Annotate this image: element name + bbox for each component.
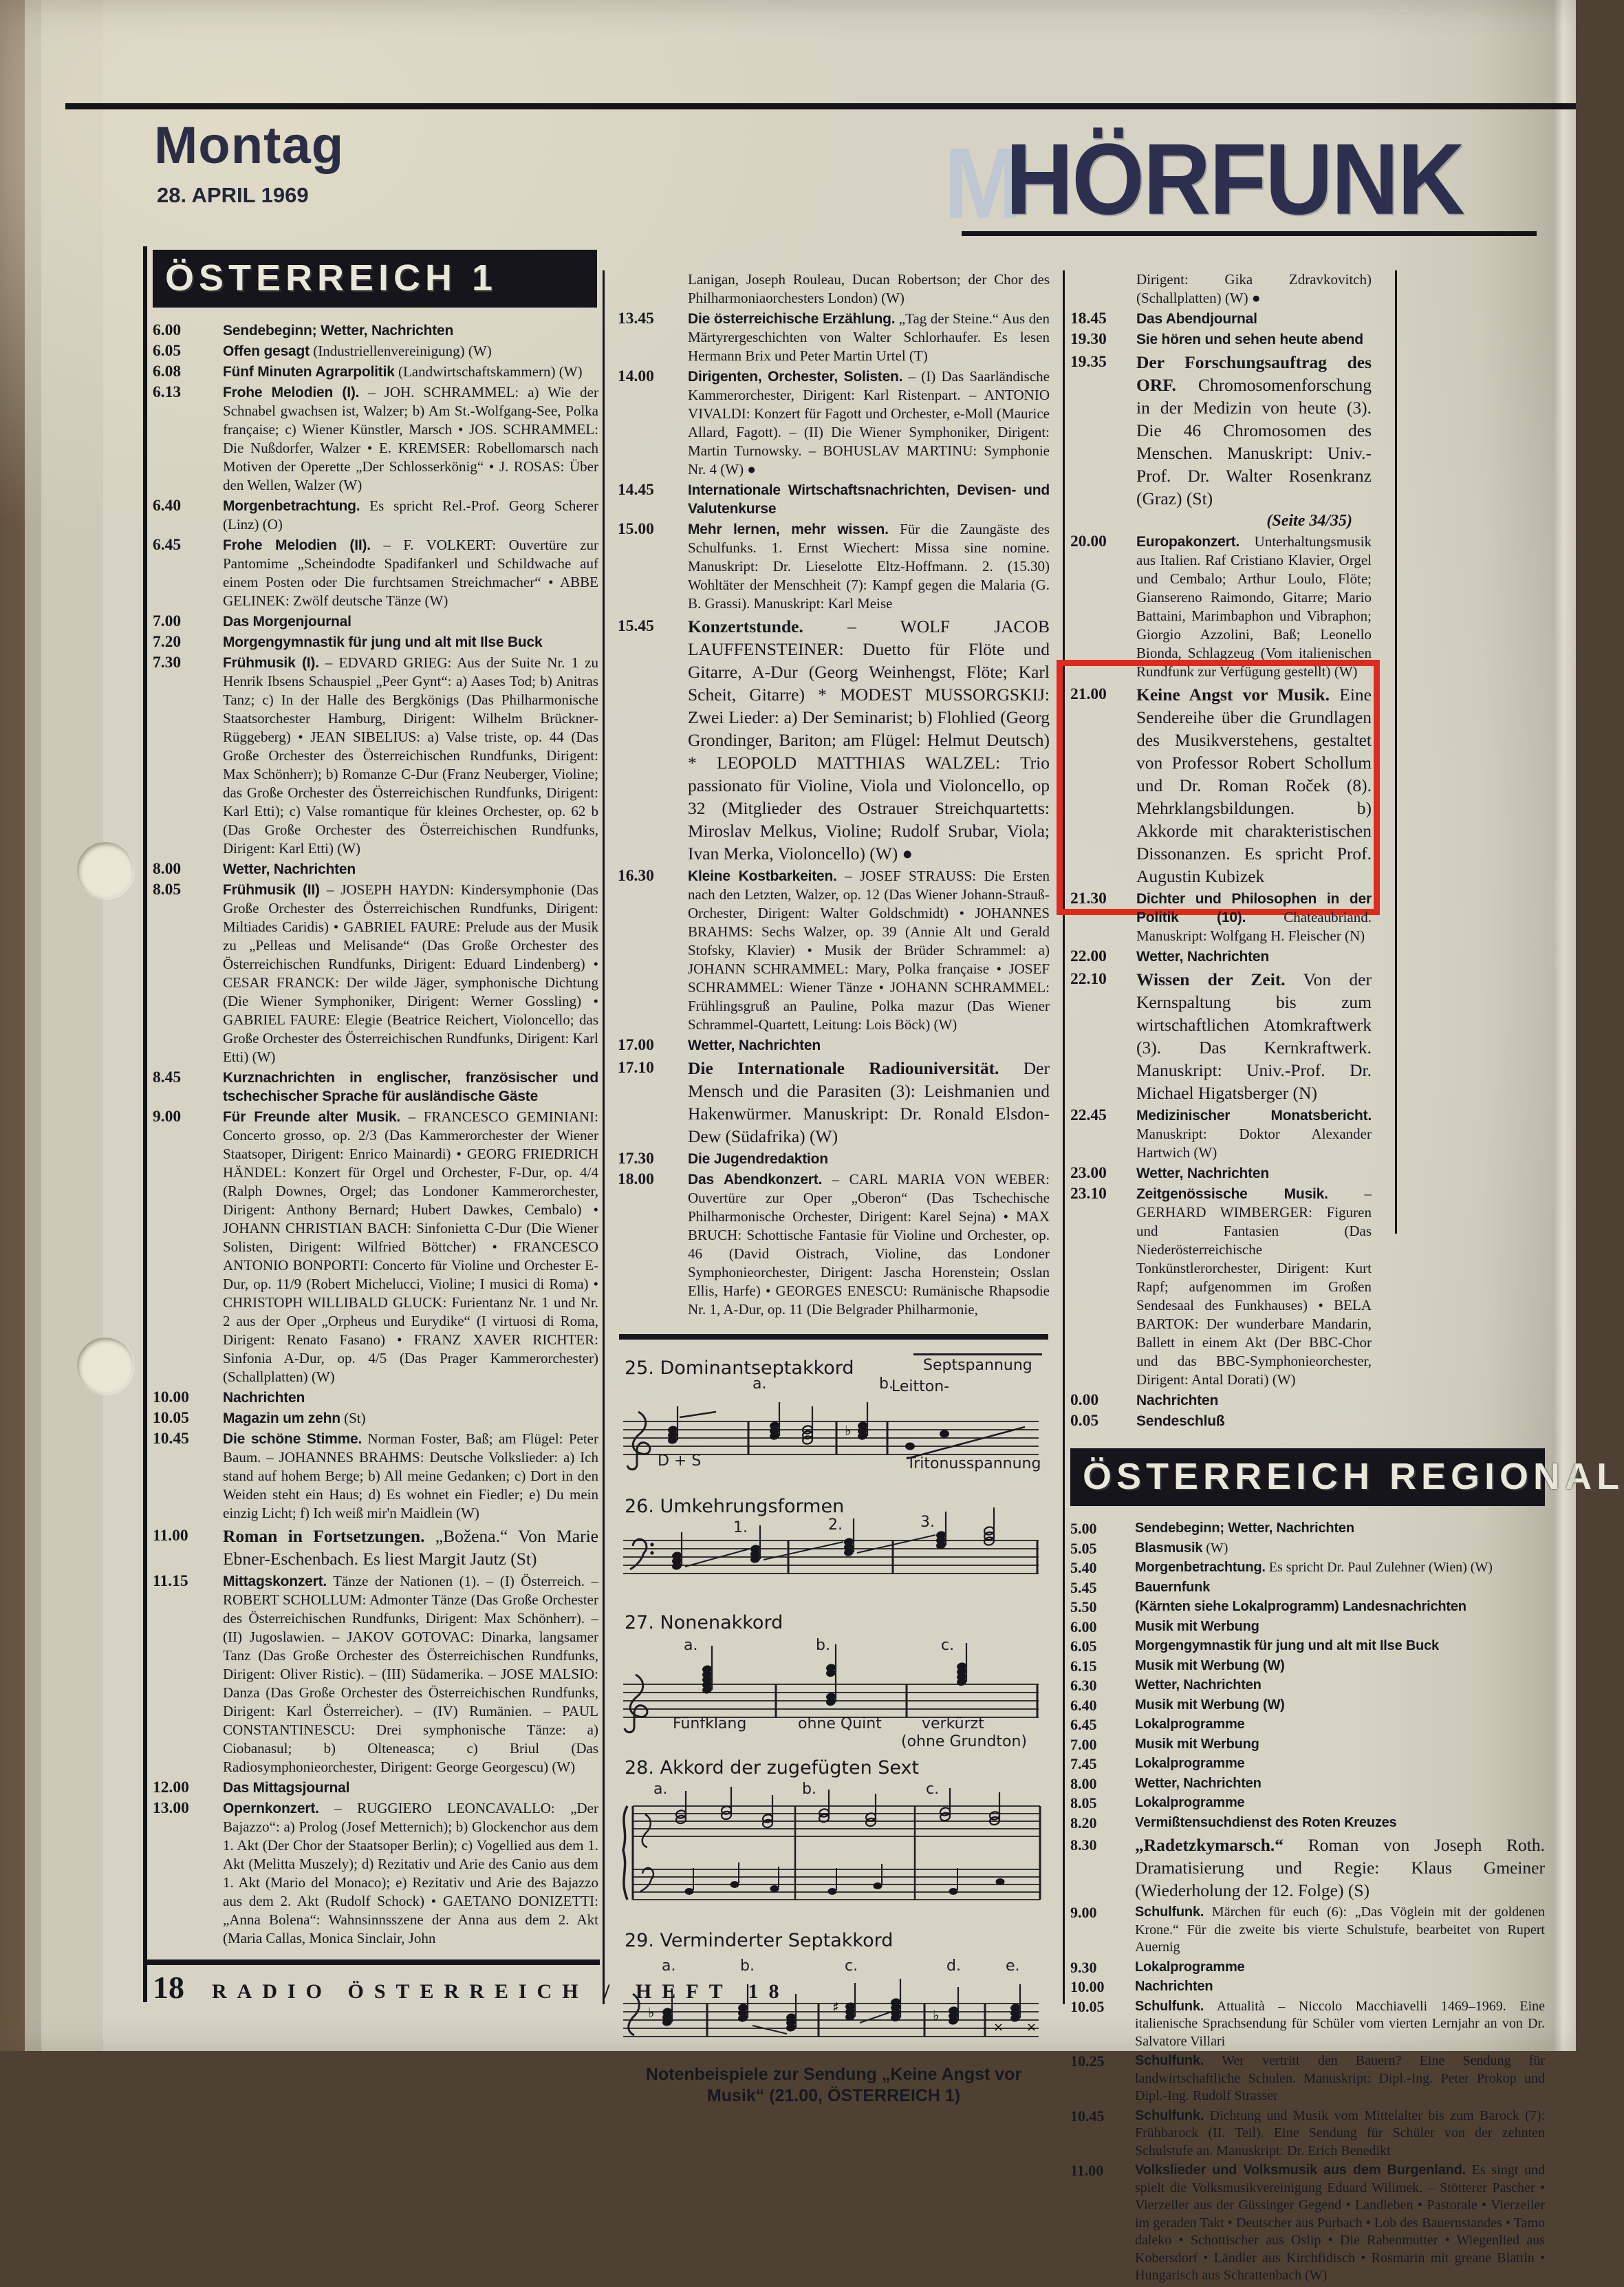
footer-rule	[144, 1959, 600, 1965]
program-text: „Radetzkymarsch.“ Roman von Joseph Roth. Dramatisierung und Regie: Klaus Gmeiner (Wiederholung der 12. Folge) (S)	[1135, 1835, 1545, 1900]
program-entry	[618, 1057, 1050, 1148]
program-time: 6.15	[1070, 1657, 1097, 1675]
program-time: 8.30	[1070, 1836, 1097, 1854]
punch-hole	[77, 1338, 133, 1394]
program-text: Mittagskonzert. Tänze der Nationen (1). – (I) Österreich. – ROBERT SCHOLLUM: Admonter Tänze (Das Große Orchester des Österreichischen Rundfunks, Dirigent: Max Schönherr). – (II) Jugoslawien. – JAKOV GOTOVAC: Dinarka, langsamer Tanz (Das Große Orchester des Österreichischen Rundfunks, Dirigent: Oliver Ristic). – (III) Südamerika. – JOSE MALSIO: Danza (Das Große Orchester des Österreichischen Rundfunks, Dirigent: Karl Österreicher). – (IV) Rumänien. – PAUL CONSTANTINESCU: Drei symphonische Tänze: a) Ciobanasul; b) Olteneasca; c) Briul (Das Radiosymphonieorchester, Dirigent: George Georgescu) (W)	[223, 1573, 598, 1775]
program-entry	[618, 867, 1050, 1034]
figure-28-title: 28. Akkord der zugefügten Sext	[625, 1757, 920, 1779]
label-2: 2.	[828, 1516, 843, 1534]
program-time: 23.00	[1070, 1164, 1107, 1182]
left-margin-rule	[143, 246, 147, 2002]
label-3: 3.	[920, 1514, 935, 1531]
program-list-oe1	[153, 321, 598, 1948]
program-text: Europakonzert. Unterhaltungsmusik aus Italien. Raf Cristiano Klavier, Orgel und Cembalo; Arthur Loulo, Flöte; Giansereno Raimondo, Gitarre; Mario Battaini, Marimbaphon und Vibraphon; Giorgio Azzolini, Baß; Leonello Bionda, Schlagzeug (Vom italienischen Rundfunk zur Verfügung gestellt) (W)	[1136, 533, 1372, 680]
program-time: 7.00	[1070, 1735, 1097, 1753]
notation-figure-26	[618, 1496, 1050, 1594]
label-a: a.	[753, 1375, 767, 1393]
program-entry	[1070, 1978, 1545, 1996]
column-middle	[618, 270, 1050, 2107]
program-entry	[1070, 1834, 1545, 1902]
program-text: Musik mit Werbung	[1135, 1618, 1259, 1634]
program-time: 6.45	[153, 536, 182, 554]
program-text: Schulfunk. Märchen für euch (6): „Das Vöglein mit der goldenen Krone.“ Für die zweite bis vierte Schulstufe, bearbeitet von Rupert Auernig	[1135, 1904, 1545, 1955]
label-1: 1.	[733, 1519, 748, 1536]
label-ohne-grundton: (ohne Grundton)	[901, 1733, 1028, 1750]
program-entry	[153, 383, 598, 495]
program-entry	[153, 1069, 598, 1106]
program-list-middle	[618, 270, 1050, 1319]
program-time: 5.50	[1070, 1598, 1097, 1615]
program-text: Lokalprogramme	[1135, 1795, 1245, 1810]
program-entry	[153, 1799, 598, 1948]
program-entry	[618, 1170, 1050, 1319]
program-text: Vermißtensuchdienst des Roten Kreuzes	[1135, 1814, 1397, 1830]
program-text: Morgenbetrachtung. Es spricht Dr. Paul Zulehner (Wien) (W)	[1135, 1560, 1493, 1575]
label-b: b.	[802, 1781, 816, 1798]
program-text: Das Abendjournal	[1136, 311, 1257, 327]
program-list-evening	[1070, 270, 1545, 1430]
program-entry	[153, 321, 598, 340]
program-time: 6.08	[153, 363, 182, 380]
program-text: Das Abendkonzert. – CARL MARIA VON WEBER: Ouvertüre zur Oper „Oberon“ (Das Tschechische Philharmonische Orchester, Dirigent: Karel Sejna) • MAX BRUCH: Schottische Fantasie für Violine und Orchester, op. 46 (David Oistrach, Violine, das Londoner Symphonieorchester, Dirigent: Jascha Horenstein; Osslan Ellis, Harfe) • GEORGES ENESCU: Rumänische Rhapsodie Nr. 1, A-Dur, op. 11 (Die Belgrader Philharmonie,	[688, 1171, 1050, 1318]
punch-hole	[77, 842, 133, 899]
program-time	[1070, 512, 1136, 530]
program-text: Sendebeginn; Wetter, Nachrichten	[223, 323, 454, 339]
svg-text:×: ×	[1026, 2020, 1037, 2034]
label-b: b.	[879, 1375, 894, 1393]
label-fuenfklang: Fünfklang	[673, 1715, 747, 1732]
program-entry	[153, 363, 598, 381]
program-time: 8.05	[153, 881, 182, 899]
program-time: 6.05	[1070, 1638, 1097, 1655]
program-entry	[153, 1430, 598, 1523]
program-text: Fünf Minuten Agrarpolitik (Landwirtschaftskammern) (W)	[223, 363, 583, 380]
notation-figure-28	[618, 1757, 1050, 1912]
program-text: Lanigan, Joseph Rouleau, Ducan Robertson; der Chor des Philharmoniaorchesters London) (W)	[688, 271, 1050, 306]
program-entry	[153, 1108, 598, 1386]
program-time: 10.45	[1070, 2107, 1105, 2125]
program-entry	[1070, 330, 1372, 349]
program-entry	[1070, 1540, 1545, 1558]
program-text: Mehr lernen, mehr wissen. Für die Zaungäste des Schulfunks. 1. Ernst Wiechert: Missa sine nomine. Manuskript: Dr. Lieselotte Eltz-Hoffmann. 2. (15.30) Wohltäter der Menschheit (7): Kampf gegen die Malaria (G. B. Grassi). Manuskript: Karl Meise	[688, 521, 1050, 612]
program-text: Frohe Melodien (II). – F. VOLKERT: Ouvertüre zur Pantomime „Scheindodte Spadifankerl und Schildwache auf einem Posten oder Die furchtsamen Streichmacher“ • ABBE GELINEK: Zwölf deutsche Tänze (W)	[223, 537, 598, 609]
program-time	[1070, 270, 1136, 308]
program-entry	[618, 270, 1050, 308]
program-entry	[618, 310, 1050, 365]
program-entry	[1070, 2162, 1545, 2285]
program-entry	[153, 1409, 598, 1428]
program-text: Morgenbetrachtung. Es spricht Rel.-Prof. Georg Scherer (Linz) (O)	[223, 497, 598, 533]
program-time: 6.05	[153, 342, 182, 360]
program-text: Wetter, Nachrichten	[1135, 1775, 1262, 1791]
program-text: Dichter und Philosophen in der Politik (10). Chateaubriand. Manuskript: Wolfgang H. Fleischer (N)	[1136, 891, 1372, 944]
program-text: Wissen der Zeit. Von der Kernspaltung bis zum wirtschaftlichen Atomkraftwerk (3). Das Kernkraftwerk. Manuskript: Univ.-Prof. Dr. Michael Higatsberger (N)	[1136, 969, 1372, 1103]
program-text: Die Internationale Radiouniversität. Der Mensch und die Parasiten (3): Leishmanien und Hakenwürmer. Manuskript: Dr. Ronald Elsdon-Dew (Südafrika) (W)	[688, 1058, 1050, 1146]
program-text: Offen gesagt (Industriellenvereinigung) (W)	[223, 343, 492, 359]
program-time: 21.00	[1070, 685, 1107, 703]
program-text: Morgengymnastik für jung und alt mit Ilse Buck	[223, 634, 543, 650]
program-text: Die schöne Stimme. Norman Foster, Baß; am Flügel: Peter Baum. – JOHANNES BRAHMS: Deutsche Volkslieder: a) Ich stand auf hohem Berge; b) All meine Gedanken; c) Dort in den Weiden steht ein Haus; d) Es wohnet ein Fiedler; e) Du mein einzig Licht; f) Ich weiß mir'n Maidlein (W)	[223, 1430, 598, 1521]
label-tritonusspannung: Tritonusspannung	[907, 1455, 1041, 1472]
program-time: 8.05	[1070, 1794, 1097, 1812]
program-text: Zeitgenössische Musik. – GERHARD WIMBERGER: Figuren und Fantasien (Das Niederösterreichische Tonkünstlerorchester, Dirigent: Kurt Rapf; aufgenommen im Großen Sendesaal des Funkhauses) • BELA BARTOK: Der wunderbare Mandarin, Ballett in einem Akt (Der BBC-Chor und das BBC-Symphonieorchester, Dirigent: Antal Dorati) (W)	[1136, 1185, 1372, 1388]
program-entry	[153, 1572, 598, 1776]
label-a: a.	[653, 1781, 668, 1798]
svg-text:♭: ♭	[648, 2004, 655, 2021]
program-text: Medizinischer Monatsbericht. Manuskript: Doktor Alexander Hartwich (W)	[1136, 1108, 1372, 1161]
program-text: Volkslieder und Volksmusik aus dem Burgenland. Es singt und spielt die Volksmusikvereinigung Eduard Wilimek. – Stötterer Pascher • Vierzeiler aus der Güssinger Gegend • Landleben • Pastorale • Vierzeiler im geraden Takt • Deutscher aus Purbach • Lob des Bauernstandes • Tamo daleko • Schottischer aus Oslip • Die Rabenmutter • Wiegenlied aus Kobersdorf • Ländler aus Kirchfidisch • Rosmarin mit greane Blattln • Hungarisch aus Schrattenbach (W)	[1135, 2162, 1545, 2283]
program-entry	[153, 342, 598, 361]
program-text: Lokalprogramme	[1135, 1717, 1245, 1732]
grand-staff-28	[618, 1781, 1044, 1912]
program-entry	[1070, 1677, 1545, 1695]
program-time	[618, 270, 688, 308]
program-time: 11.00	[153, 1527, 188, 1545]
program-time: 17.10	[618, 1059, 654, 1077]
program-entry	[1070, 947, 1372, 966]
program-entry	[1070, 1559, 1545, 1577]
program-text: Wetter, Nachrichten	[1135, 1677, 1262, 1693]
label-c: c.	[926, 1781, 940, 1798]
program-entry	[1070, 1657, 1545, 1675]
top-rule	[65, 103, 1576, 109]
program-time: 18.45	[1070, 310, 1107, 328]
program-text: Frühmusik (II) – JOSEPH HAYDN: Kindersymphonie (Das Große Orchester des Österreichischen Rundfunks, Dirigent: Miltiades Caridis) • GABRIEL FAURE: Prelude aus der Musik zu „Pelleas und Melisande“ (Das Große Orchester des Österreichischen Rundfunks, Dirigent: Eduard Lindenberg) • CESAR FRANCK: Der wilde Jäger, symphonische Dichtung (Die Wiener Symphoniker, Dirigent: Werner Gossling) • GABRIEL FAURE: Elegie (Beatrice Reichert, Violoncello; das Große Orchester des Österreichischen Rundfunks, Dirigent: Karl Etti) (W)	[223, 881, 598, 1065]
program-time: 10.25	[1070, 2052, 1105, 2070]
program-time: 8.45	[153, 1069, 182, 1086]
program-time: 5.45	[1070, 1578, 1097, 1596]
program-time: 6.00	[1070, 1618, 1097, 1635]
program-entry	[153, 1388, 598, 1407]
program-time: 6.45	[1070, 1716, 1097, 1733]
program-entry	[1070, 1520, 1545, 1538]
program-time: 22.10	[1070, 970, 1107, 988]
program-text: Kleine Kostbarkeiten. – JOSEF STRAUSS: Die Ersten nach den Letzten, Walzer, op. 12 (Das Wiener Johann-Strauß-Orchester, Dirigent: Walter Goldschmidt) • JOHANNES BRAHMS: Sechs Walzer, op. 39 (Annie Alt und Gerald Stofsky, Klavier) • Musik der Brüder Schrammel: a) JOHANN SCHRAMMEL: Mary, Polka française • JOSEF SCHRAMMEL: Wiener Tänze • JOHANN SCHRAMMEL: Frühlingsgruß an Pauline, Polka mazur (Das Wiener Schrammel-Quartett, Leitung: Lois Böck) (W)	[688, 868, 1050, 1033]
program-text: Lokalprogramme	[1135, 1756, 1245, 1771]
program-text: Das Mittagsjournal	[223, 1780, 350, 1796]
program-entry	[1070, 1185, 1372, 1389]
program-time: 10.05	[1070, 1997, 1105, 2015]
program-entry	[153, 536, 598, 610]
program-time: 6.30	[1070, 1677, 1097, 1694]
program-time: 12.00	[153, 1779, 189, 1796]
program-text: Bauernfunk	[1135, 1579, 1211, 1595]
figure-26-title: 26. Umkehrungsformen	[625, 1496, 845, 1517]
program-entry	[153, 1779, 598, 1797]
program-entry	[1070, 533, 1372, 681]
program-entry	[618, 481, 1050, 518]
program-text: Nachrichten	[1136, 1393, 1219, 1408]
program-time: 7.20	[153, 633, 182, 651]
program-text: Schulfunk. Attualità – Niccolo Macchiavelli 1469–1969. Eine italienische Sprachsendung für Schüler vom vierten Lernjahr an von Dr. Salvatore Villari	[1135, 1998, 1545, 2049]
program-text: Die österreichische Erzählung. „Tag der Steine.“ Aus den Märtyrergeschichten von Walter Schlorhaufer. Es lesen Hermann Brix und Peter Martin Urtel (T)	[688, 310, 1050, 364]
program-time: 10.00	[153, 1388, 189, 1406]
program-time: 8.20	[1070, 1814, 1097, 1832]
program-time: 7.45	[1070, 1755, 1097, 1772]
label-a: a.	[684, 1637, 698, 1654]
program-entry	[153, 1525, 598, 1570]
program-text: Frohe Melodien (I). – JOH. SCHRAMMEL: a) Wie der Schnabel gwachsen ist, Walzer; b) Am St.-Wolfgang-See, Polka française; c) Wiener Künstler, Marsch • JOS. SCHRAMMEL: Die Nußdorfer, Walzer • E. KREMSER: Robellomarsch nach Motiven der Operette „Der Schlosserkönig“ • J. ROSAS: Über den Wellen, Walzer (W)	[223, 384, 598, 493]
program-text: Wetter, Nachrichten	[688, 1038, 821, 1053]
label-d-plus-s: D + S	[658, 1452, 702, 1470]
day-title: Montag	[154, 116, 345, 175]
program-time: 15.45	[618, 617, 654, 635]
program-time: 7.30	[153, 654, 182, 672]
program-text: Der Forschungsauftrag des ORF. Chromosomenforschung in der Medizin von heute (3). Die 46 Chromosomen des Menschen. Manuskript: Univ.-Prof. Dr. Walter Rosenkranz (Graz) (St)	[1136, 352, 1372, 508]
column-right	[1070, 270, 1624, 2287]
program-entry	[1070, 512, 1372, 530]
program-entry	[153, 612, 598, 631]
label-b: b.	[740, 1957, 755, 1975]
label-e: e.	[1006, 1957, 1020, 1975]
program-text: Musik mit Werbung (W)	[1135, 1657, 1285, 1673]
program-entry	[1070, 1794, 1545, 1812]
program-time: 5.05	[1070, 1539, 1097, 1557]
program-entry	[1070, 890, 1372, 945]
program-entry	[153, 497, 598, 534]
program-entry	[1070, 1579, 1545, 1597]
program-text: Wetter, Nachrichten	[223, 861, 356, 877]
program-text: Opernkonzert. – RUGGIERO LEONCAVALLO: „Der Bajazzo“: a) Prolog (Josef Metternich); b) Glockenchor aus dem 1. Akt (Der Chor der Staatsoper Berlin); c) Vogellied aus dem 1. Akt (Melitta Muszely); d) Rezitativ und Arie des Canio aus dem 1. Akt (Mario del Monaco); e) Rezitativ und Arie des Bajazzo aus dem 2. Akt (Rudolf Schock) • GAETANO DONIZETTI: „Anna Bolena“: Wahnsinnsszene der Anna aus dem 2. Akt (Maria Callas, Monica Sinclair, John	[223, 1800, 598, 1946]
label-a: a.	[662, 1957, 676, 1975]
program-time: 10.05	[153, 1409, 189, 1427]
program-text: Sendebeginn; Wetter, Nachrichten	[1135, 1521, 1354, 1536]
program-time: 14.45	[618, 481, 654, 499]
program-entry	[1070, 1755, 1545, 1773]
program-time: 11.15	[153, 1572, 188, 1590]
program-entry	[153, 860, 598, 879]
program-text: Magazin um zehn (St)	[223, 1410, 366, 1426]
program-entry	[618, 367, 1050, 479]
section-header-regional	[1070, 1448, 1624, 1506]
program-entry	[1070, 351, 1372, 510]
column-divider-2-3	[1063, 270, 1065, 2004]
page-footer	[153, 1969, 790, 2006]
program-text: Musik mit Werbung (W)	[1135, 1697, 1285, 1712]
program-entry	[1070, 2107, 1545, 2160]
label-b: b.	[816, 1637, 830, 1654]
column-divider-1-2	[603, 270, 605, 2004]
notation-figure-25	[618, 1357, 1050, 1478]
program-text: Morgengymnastik für jung und alt mit Ilse Buck	[1135, 1638, 1439, 1653]
program-entry	[1070, 1716, 1545, 1734]
program-entry	[618, 615, 1050, 865]
date-label: 28. APRIL 1969	[157, 183, 309, 207]
program-text: Frühmusik (I). – EDVARD GRIEG: Aus der Suite Nr. 1 zu Henrik Ibsens Schauspiel „Peer Gynt“: a) Aases Tod; b) Anitras Tanz; c) In der Halle des Bergkönigs (Das Philharmonische Staatsorchester Hamburg, Dirigent: Wilhelm Brückner-Rüggeberg) • JEAN SIBELIUS: a) Valse triste, op. 44 (Das Große Orchester des Österreichischen Rundfunks, Dirigent: Max Schönherr); b) Romanze C-Dur (Franz Neuberger, Violine; das Große Orchester des Österreichischen Rundfunks, Dirigent: Karl Etti); c) Valse romantique für kleines Orchester, op. 62 b (Das Große Orchester des Österreichischen Rundfunks, Dirigent: Karl Etti) (W)	[223, 654, 598, 857]
program-time: 7.00	[153, 612, 182, 630]
page-number: 18	[153, 1970, 184, 2005]
footer-text: RADIO ÖSTERREICH / HEFT 18	[212, 1980, 790, 2003]
program-time: 23.10	[1070, 1185, 1107, 1203]
program-time: 18.00	[618, 1170, 654, 1188]
label-ohne-quint: ohne Quint	[798, 1715, 882, 1732]
program-text: Für Freunde alter Musik. – FRANCESCO GEMINIANI: Concerto grosso, op. 2/3 (Das Kammerorchester der Wiener Staatsoper, Dirigent: Enrico Mainardi) • GEORG FRIEDRICH HÄNDEL: Konzert für Orgel und Orchester, F-Dur, op. 4/4 (Ralph Downes, Orgel; das Londoner Kammerorchester, Dirigent: Anthony Bernard; Hubert Dawkes, Cembalo) • JOHANN CHRISTIAN BACH: Sinfonietta C-Dur (Die Wiener Solisten, Dirigent: Wilfried Böttcher) • FRANCESCO ANTONIO BONPORTI: Concerto für Violine und Orchester E-Dur, op. 11/9 (Robert Michelucci, Violine; I musici di Roma) • CHRISTOPH WILLIBALD GLUCK: Furientanz Nr. 1 und Nr. 2 aus der Oper „Orpheus und Eurydike“ (I virtuosi di Roma, Dirigent: Renato Fasano) • FRANZ XAVER RICHTER: Sinfonia A-Dur, op. 4/5 (Das Prager Kammerorchester) (Schallplatten) (W)	[223, 1108, 598, 1385]
program-text: Sie hören und sehen heute abend	[1136, 332, 1363, 347]
svg-text:♭: ♭	[845, 1422, 852, 1439]
program-text: Blasmusik (W)	[1135, 1540, 1228, 1556]
program-time: 9.00	[153, 1108, 182, 1126]
program-time: 20.00	[1070, 533, 1107, 550]
program-entry	[1070, 683, 1372, 888]
program-entry	[1070, 1959, 1545, 1977]
program-time: 6.00	[153, 321, 182, 339]
label-c: c.	[845, 1957, 858, 1975]
program-time: 13.00	[153, 1799, 189, 1817]
program-text: Kurznachrichten in englischer, französischer und tschechischer Sprache für ausländische Gäste	[223, 1070, 598, 1104]
program-time: 22.45	[1070, 1106, 1107, 1124]
program-entry	[1070, 1391, 1372, 1410]
program-time: 10.00	[1070, 1978, 1105, 1995]
program-text: Lokalprogramme	[1135, 1959, 1245, 1975]
label-d: d.	[946, 1957, 961, 1975]
program-entry	[1070, 1697, 1545, 1715]
program-entry	[1070, 1618, 1545, 1636]
program-time: 13.45	[618, 310, 654, 328]
program-entry	[618, 520, 1050, 613]
program-entry	[1070, 310, 1372, 328]
program-time: 5.40	[1070, 1559, 1097, 1576]
program-entry	[1070, 1598, 1545, 1616]
program-time: 15.00	[618, 520, 654, 538]
program-text: Die Jugendredaktion	[688, 1151, 828, 1167]
program-time: 5.00	[1070, 1520, 1097, 1537]
music-section-rule	[619, 1334, 1048, 1340]
program-time: 14.00	[618, 367, 654, 385]
program-text: Sendeschluß	[1136, 1413, 1225, 1429]
program-text: Nachrichten	[223, 1390, 305, 1406]
program-text: Wetter, Nachrichten	[1136, 1166, 1270, 1181]
page-title: HÖRFUNK	[1006, 122, 1464, 236]
program-entry	[618, 1150, 1050, 1168]
program-text: Internationale Wirtschaftsnachrichten, Devisen- und Valutenkurse	[688, 482, 1050, 517]
label-leitton: Leitton-	[891, 1378, 950, 1395]
svg-text:×: ×	[993, 2020, 1004, 2034]
program-text: Musik mit Werbung	[1135, 1736, 1259, 1752]
program-entry	[153, 633, 598, 652]
program-entry	[1070, 1736, 1545, 1754]
program-time: 11.00	[1070, 2162, 1104, 2179]
notation-caption: Notenbeispiele zur Sendung „Keine Angst vor Musik“ (21.00, ÖSTERREICH 1)	[645, 2065, 1022, 2105]
program-text: (Seite 34/35)	[1266, 512, 1352, 530]
svg-text:♭: ♭	[933, 2007, 940, 2023]
program-entry	[618, 1036, 1050, 1055]
program-time: 0.05	[1070, 1412, 1099, 1430]
section-header-oesterreich1	[153, 250, 597, 308]
figure-29-title: 29. Verminderter Septakkord	[625, 1930, 894, 1951]
program-time: 9.00	[1070, 1904, 1097, 1921]
program-entry	[1070, 1638, 1545, 1655]
program-time: 16.30	[618, 867, 654, 885]
label-verkuerzt: verkürzt	[922, 1715, 984, 1732]
program-entry	[1070, 1814, 1545, 1832]
program-time: 9.30	[1070, 1958, 1097, 1976]
figure-27-title: 27. Nonenakkord	[625, 1612, 783, 1633]
program-entry	[1070, 1775, 1545, 1793]
section-title: ÖSTERREICH REGIONAL	[1083, 1456, 1624, 1497]
label-septspannung: Septspannung	[913, 1353, 1042, 1374]
program-text: Konzertstunde. – WOLF JACOB LAUFFENSTEINER: Duetto für Flöte und Gitarre, A-Dur (Georg Weinhengst, Flöte; Karl Scheit, Gitarre) * MODEST MUSSORGSKIJ: Zwei Lieder: a) Der Seminarist; b) Flohlied (Georg Grondinger, Bariton; am Flügel: Helmut Deutsch) * LEOPOLD MATTHIAS WALZEL: Trio passionato für Violine, Viola und Violoncello, op 32 (Mitglieder des Ostrauer Streichquartetts: Miroslav Melkus, Violine; Rudolf Srubar, Viola; Ivan Merka, Violoncello) (W) ●	[688, 616, 1050, 863]
program-text: Keine Angst vor Musik. Eine Sendereihe über die Grundlagen des Musikverstehens, gestaltet von Professor Robert Schollum und Dr. Roman Roček (8). Mehrklangsbildungen. b) Akkorde mit charakteristischen Dissonanzen. Es spricht Prof. Augustin Kubizek	[1136, 685, 1372, 886]
program-entry	[1070, 1904, 1545, 1957]
brand-ghost-letter: M	[944, 127, 1023, 240]
program-text: Wetter, Nachrichten	[1136, 949, 1270, 965]
program-entry	[1070, 1998, 1545, 2051]
program-time: 17.00	[618, 1036, 654, 1054]
program-entry	[1070, 1164, 1372, 1183]
program-text: Dirigenten, Orchester, Solisten. – (I) Das Saarländische Kammerorchester, Dirigent: Karl Ristenpart. – ANTONIO VIVALDI: Konzert für Fagott und Orchester, e-Moll (Maurice Allard, Fagott). – (II) Die Wiener Symphoniker, Dirigent: Martin Turnowsky. – BOHUSLAV MARTINU: Symphonie Nr. 4 (W) ●	[688, 368, 1050, 477]
program-text: Das Morgenjournal	[223, 614, 351, 630]
program-time: 8.00	[1070, 1774, 1097, 1792]
program-text: Schulfunk. Dichtung und Musik vom Mittelalter bis zum Barock (7): Frühbarock (II. Teil). Eine Sendung für Schüler von der zehnten Schulstufe an. Manuskript: Dr. Erich Benedikt	[1135, 2107, 1545, 2158]
program-text: Dirigent: Gika Zdravkovitch) (Schallplatten) (W) ●	[1136, 271, 1372, 306]
program-time: 19.35	[1070, 353, 1107, 371]
program-time: 17.30	[618, 1150, 654, 1168]
program-text: Nachrichten	[1135, 1979, 1213, 1994]
program-time: 21.30	[1070, 890, 1107, 908]
program-entry	[153, 654, 598, 858]
figure-25-title: 25. Dominantseptakkord	[625, 1357, 854, 1379]
program-list-regional	[1070, 1520, 1545, 2285]
program-text: Roman in Fortsetzungen. „Božena.“ Von Marie Ebner-Eschenbach. Es liest Margit Jautz (St)	[223, 1526, 598, 1569]
program-time: 8.00	[153, 860, 182, 878]
program-time: 6.13	[153, 383, 182, 401]
notation-figure-27	[618, 1612, 1050, 1750]
program-entry	[1070, 270, 1372, 308]
program-time: 6.40	[1070, 1696, 1097, 1714]
label-c: c.	[941, 1637, 955, 1654]
program-text: (Kärnten siehe Lokalprogramm) Landesnachrichten	[1135, 1599, 1466, 1614]
svg-text:♯: ♯	[832, 1999, 839, 2015]
program-entry	[153, 881, 598, 1066]
program-entry	[1070, 1412, 1372, 1430]
program-time: 6.40	[153, 497, 182, 515]
program-time: 10.45	[153, 1430, 189, 1448]
section-title: ÖSTERREICH 1	[165, 257, 498, 299]
program-entry	[1070, 968, 1372, 1104]
program-text: Schulfunk. Wer vertritt den Bauern? Eine Sendung für landwirtschaftliche Schulen. Manuskript: Dipl.-Ing. Peter Prokop und Dipl.-Ing. Rudolf Strasser	[1135, 2053, 1545, 2103]
program-entry	[1070, 1106, 1372, 1162]
program-entry	[1070, 2052, 1545, 2105]
program-time: 19.30	[1070, 330, 1107, 348]
program-time: 0.00	[1070, 1391, 1099, 1409]
column-oesterreich1	[153, 250, 598, 1950]
program-time: 22.00	[1070, 947, 1107, 965]
